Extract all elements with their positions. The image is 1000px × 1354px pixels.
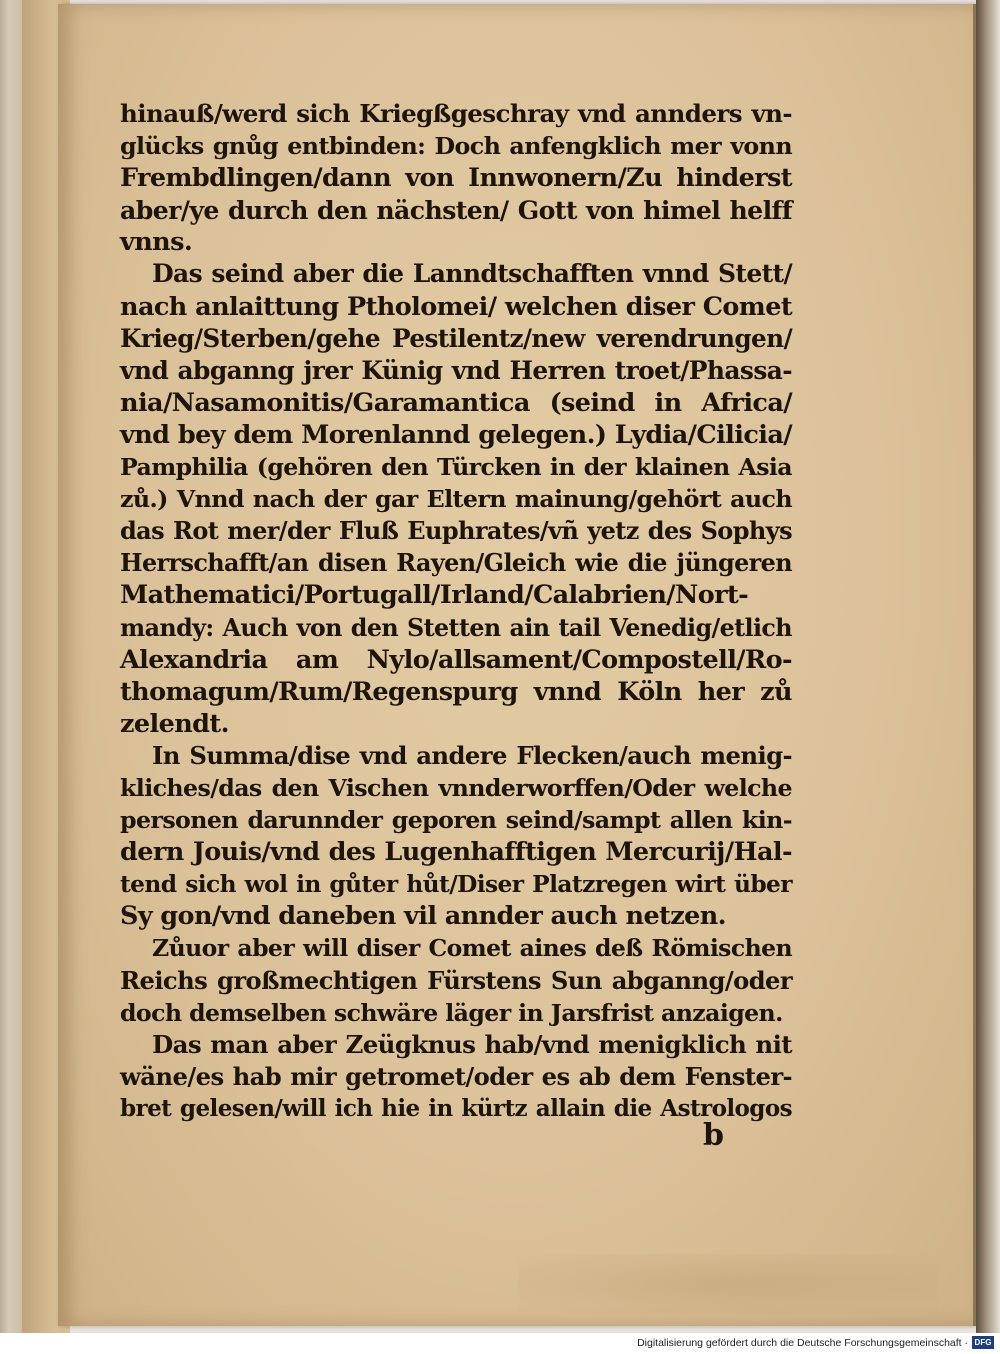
body-text [120, 98, 792, 1125]
text-line: zů.) Vnnd nach der gar Eltern mainung/gehört auch [120, 485, 792, 514]
text-line: Mathematici/Portugall/Irland/Calabrien/Nort‑ [120, 580, 749, 611]
dfg-logo-icon: DFG [972, 1336, 994, 1349]
text-line: thomagum/Rum/Regenspurg vnnd Köln her zů [120, 676, 792, 707]
text-line: Frembdlingen/dann von Innwonern/Zu hinderst [120, 163, 792, 194]
text-line: Reichs großmechtigen Fürstens Sun abganng/oder [120, 965, 792, 995]
text-line: tend sich wol in gůter hůt/Diser Platzregen wirt über [120, 870, 792, 899]
text-line: vnd abganng jrer Künig vnd Herren troet/Phassa‑ [120, 355, 792, 385]
text-line: kliches/das den Vischen vnnderworffen/Oder welche [120, 773, 792, 802]
text-line: aber/ye durch den nächsten/ Gott von himel helff [120, 195, 792, 226]
text-line: mandy: Auch von den Stetten ain tail Venedig/etlich [120, 613, 792, 642]
text-line: Alexandria am Nylo/allsament/Compostell/Ro‑ [120, 644, 792, 675]
text-line: nach anlaittung Ptholomei/ welchen diser Comet [120, 291, 792, 322]
text-line: zelendt. [120, 708, 229, 739]
text-line: wäne/es hab mir getromet/oder es ab dem Fenster‑ [120, 1061, 792, 1091]
text-line: glücks gnůg entbinden: Doch anfengklich mer vonn [120, 132, 792, 161]
left-page-edge [0, 0, 24, 1333]
text-line: dern Jouis/vnd des Lugenhafftigen Mercurij/Hal‑ [120, 837, 792, 868]
text-line: Das seind aber die Lanndtschafften vnnd Stett/ [152, 259, 792, 289]
text-line: hinauß/werd sich Kriegßgeschray vnd annders vn‑ [120, 99, 792, 128]
text-line: doch demselben schwäre läger in Jarsfrist anzaigen. [120, 998, 783, 1027]
text-line: nia/Nasamonitis/Garamantica (seind in Africa/ [120, 387, 792, 418]
text-line: In Summa/dise vnd andere Flecken/auch menig‑ [152, 740, 792, 770]
text-line: personen darunnder geporen seind/sampt allen kin‑ [120, 806, 792, 835]
text-line: Sy gon/vnd daneben vil annder auch netzen. [120, 901, 726, 932]
text-line: vnd bey dem Morenlannd gelegen.) Lydia/Cilicia/ [120, 419, 792, 450]
footer-bar [0, 1333, 1000, 1354]
text-line: vnns. [120, 227, 193, 258]
text-line: Zůuor aber will diser Comet aines deß Römischen [152, 934, 792, 963]
signature-mark: b [703, 1118, 724, 1153]
text-line: bret gelesen/will ich hie in kürtz allain die Astrologos [120, 1094, 792, 1122]
text-line: Herrschafft/an disen Rayen/Gleich wie die jüngeren [120, 549, 792, 578]
text-line: Krieg/Sterben/gehe Pestilentz/new verendrungen/ [120, 323, 792, 353]
text-line: das Rot mer/der Fluß Euphrates/vñ yetz des Sophys [120, 516, 792, 546]
right-page-edge [976, 0, 1000, 1333]
text-line: Pamphilia (gehören den Türcken in der klainen Asia [120, 453, 792, 482]
paper-stain [518, 1254, 938, 1314]
text-line: Das man aber Zeügknus hab/vnd menigklich nit [152, 1029, 792, 1059]
funding-credit: Digitalisierung gefördert durch die Deutsche Forschungsgemeinschaft · [637, 1337, 968, 1349]
